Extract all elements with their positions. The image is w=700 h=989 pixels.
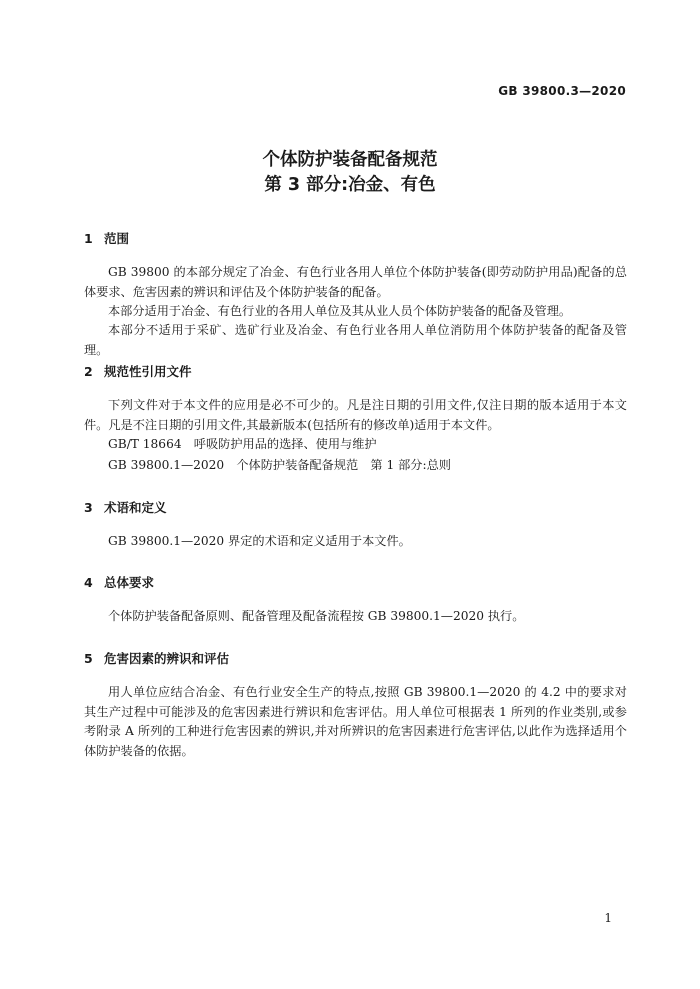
section-title: 总体要求	[104, 575, 155, 590]
section-5-paragraph-1: 用人单位应结合冶金、有色行业安全生产的特点,按照 GB 39800.1—2020 的 4.2 中的要求对其生产过程中可能涉及的危害因素进行辨识和危害评估。用人单位可根据表 1 所列的作业类别,或参考附录 A 所列的工种进行危害因素的辨识,并对所辨识的危害因素进行危害评估,以此作为选择适用个体防护装备的依据。	[84, 685, 627, 758]
page-number: 1	[604, 911, 612, 925]
standard-number: GB 39800.3—2020	[498, 84, 626, 98]
section-4-paragraph-1: 个体防护装备配备原则、配备管理及配备流程按 GB 39800.1—2020 执行。	[108, 609, 525, 623]
section-1-heading	[84, 229, 129, 247]
reference-item: GB/T 18664 呼吸防护用品的选择、使用与维护	[108, 437, 377, 451]
section-number: 1	[84, 231, 93, 246]
reference-item: GB 39800.1—2020 个体防护装备配备规范 第 1 部分:总则	[108, 458, 451, 472]
section-title: 术语和定义	[104, 500, 167, 515]
section-4-heading	[84, 573, 154, 591]
document-subtitle: 第 3 部分:冶金、有色	[264, 175, 436, 195]
section-3-paragraph-1: GB 39800.1—2020 界定的术语和定义适用于本文件。	[108, 534, 411, 548]
section-number: 5	[84, 651, 93, 666]
section-number: 2	[84, 364, 93, 379]
section-1-paragraph-2: 本部分适用于冶金、有色行业的各用人单位及其从业人员个体防护装备的配备及管理。	[108, 304, 572, 318]
section-title: 规范性引用文件	[104, 364, 192, 379]
section-1-paragraph-1: GB 39800 的本部分规定了冶金、有色行业各用人单位个体防护装备(即劳动防护用品)配备的总体要求、危害因素的辨识和评估及个体防护装备的配备。	[84, 265, 627, 299]
section-title: 范围	[104, 231, 130, 246]
document-title: 个体防护装备配备规范	[262, 150, 438, 170]
section-2-paragraph-1: 下列文件对于本文件的应用是必不可少的。凡是注日期的引用文件,仅注日期的版本适用于本文件。凡是不注日期的引用文件,其最新版本(包括所有的修改单)适用于本文件。	[84, 398, 627, 432]
section-5-heading	[84, 649, 229, 667]
section-title: 危害因素的辨识和评估	[104, 651, 230, 666]
section-number: 4	[84, 575, 93, 590]
section-2-heading	[84, 362, 192, 380]
section-1-paragraph-3: 本部分不适用于采矿、选矿行业及冶金、有色行业各用人单位消防用个体防护装备的配备及管理。	[84, 323, 627, 357]
section-number: 3	[84, 500, 93, 515]
section-3-heading	[84, 498, 167, 516]
